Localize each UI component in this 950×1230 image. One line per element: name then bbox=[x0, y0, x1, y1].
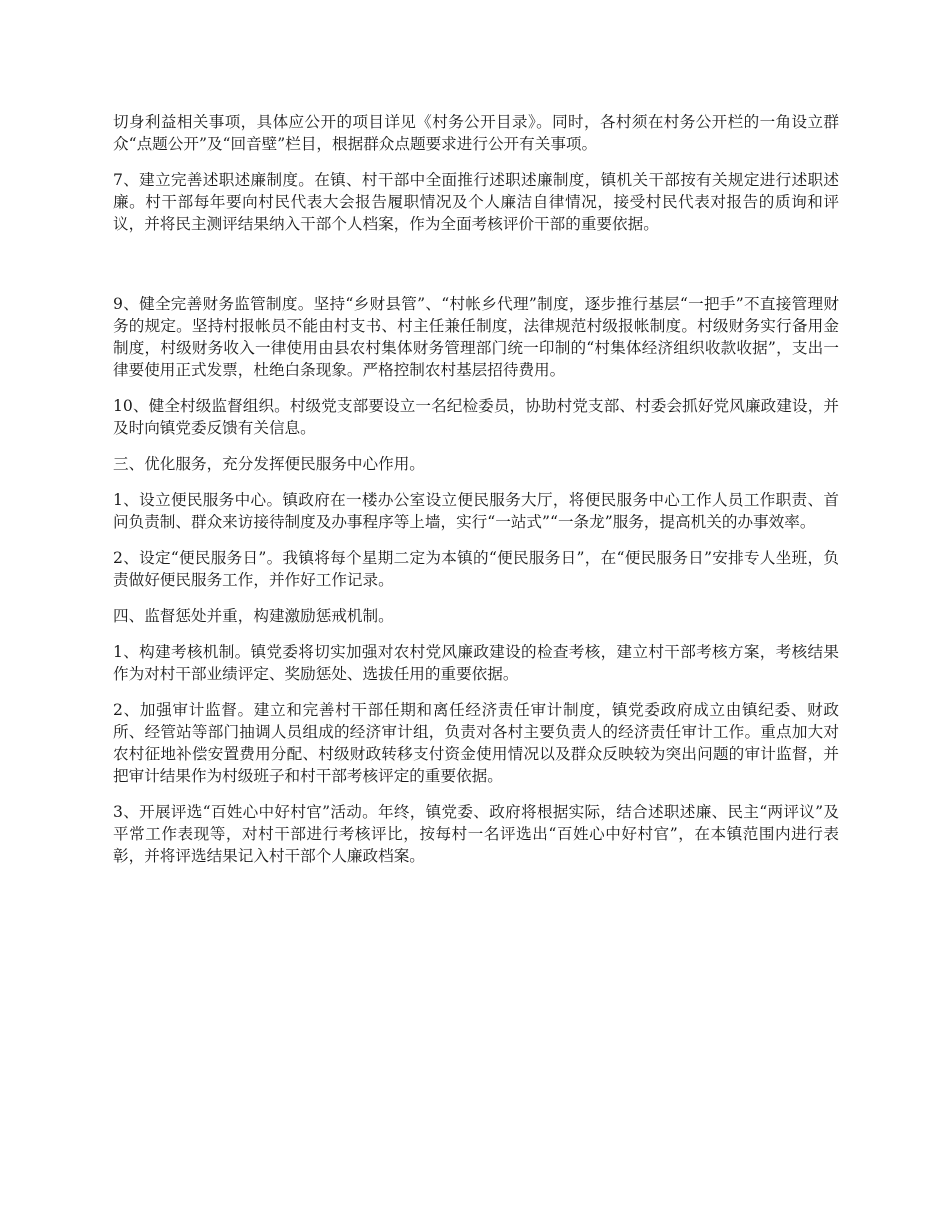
section-heading-3-optimize-service: 三、优化服务，充分发挥便民服务中心作用。 bbox=[113, 455, 425, 473]
paragraph-item-7-report-duty: 7、建立完善述职述廉制度。在镇、村干部中全面推行述职述廉制度，镇机关干部按有关规定进行述职述廉。村干部每年要向村民代表大会报告履职情况及个人廉洁自律情况，接受村民代表对报告的质询和评议，并将民主测评结果纳入干部个人档案，作为全面考核评价干部的重要依据。 bbox=[113, 171, 839, 233]
paragraph-item-9-finance-supervision: 9、健全完善财务监管制度。坚持“乡财县管”、“村帐乡代理”制度，逐步推行基层“一把手”不直接管理财务的规定。坚持村报帐员不能由村支书、村主任兼任制度，法律规范村级报帐制度。村级财务实行备用金制度，村级财务收入一律使用由县农村集体财务管理部门统一印制的“村集体经济组织收款收据”，支出一律要使用正式发票，杜绝白条现象。严格控制农村基层招待费用。 bbox=[113, 295, 839, 379]
paragraph-item-10-village-supervision: 10、健全村级监督组织。村级党支部要设立一名纪检委员，协助村党支部、村委会抓好党风廉政建设，并及时向镇党委反馈有关信息。 bbox=[113, 397, 839, 437]
document-body bbox=[113, 111, 839, 881]
paragraph-good-village-official: 3、开展评选“百姓心中好村官”活动。年终，镇党委、政府将根据实际，结合述职述廉、民主“两评议”及平常工作表现等，对村干部进行考核评比，按每村一名评选出“百姓心中好村官”，在本镇范围内进行表彰，并将评选结果记入村干部个人廉政档案。 bbox=[113, 803, 839, 865]
paragraph-service-center: 1、设立便民服务中心。镇政府在一楼办公室设立便民服务大厅，将便民服务中心工作人员工作职责、首问负责制、群众来访接待制度及办事程序等上墙，实行“一站式”“一条龙”服务，提高机关的办事效率。 bbox=[113, 491, 839, 531]
section-heading-4-supervision-punishment: 四、监督惩处并重，构建激励惩戒机制。 bbox=[113, 607, 394, 625]
paragraph-audit-supervision: 2、加强审计监督。建立和完善村干部任期和离任经济责任审计制度，镇党委政府成立由镇纪委、财政所、经管站等部门抽调人员组成的经济审计组，负责对各村主要负责人的经济责任审计工作。重点加大对农村征地补偿安置费用分配、村级财政转移支付资金使用情况以及群众反映较为突出问题的审计监督，并把审计结果作为村级班子和村干部考核评定的重要依据。 bbox=[113, 701, 839, 785]
paragraph-assessment-mechanism: 1、构建考核机制。镇党委将切实加强对农村党风廉政建设的检查考核，建立村干部考核方案，考核结果作为对村干部业绩评定、奖励惩处、选拔任用的重要依据。 bbox=[113, 643, 839, 683]
paragraph-service-day: 2、设定“便民服务日”。我镇将每个星期二定为本镇的“便民服务日”，在“便民服务日”安排专人坐班，负责做好便民服务工作，并作好工作记录。 bbox=[113, 549, 839, 589]
paragraph-village-affairs-disclosure: 切身利益相关事项，具体应公开的项目详见《村务公开目录》。同时，各村须在村务公开栏的一角设立群众“点题公开”及“回音壁”栏目，根据群众点题要求进行公开有关事项。 bbox=[113, 113, 839, 153]
